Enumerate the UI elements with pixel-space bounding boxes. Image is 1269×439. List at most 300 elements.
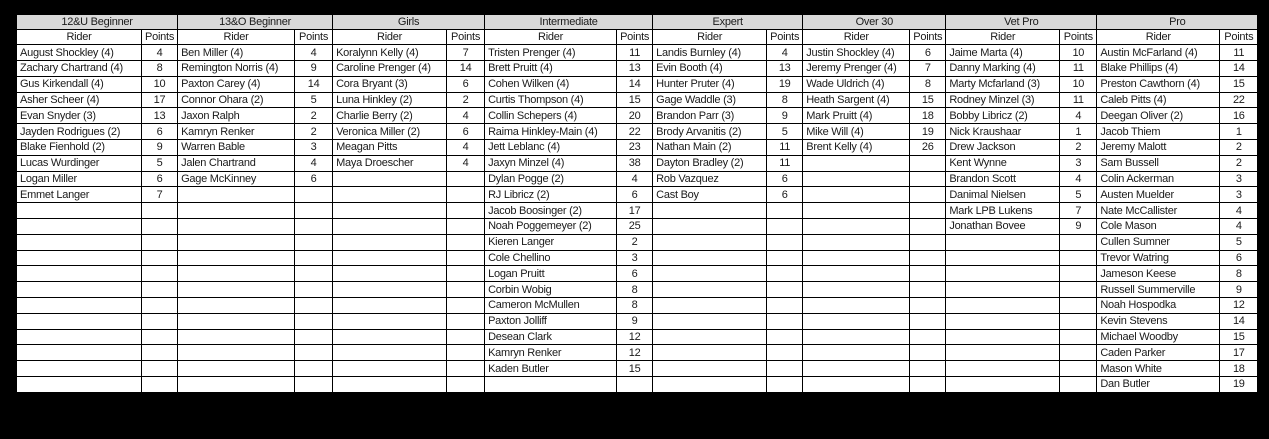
rider-cell[interactable]: Rob Vazquez: [653, 171, 767, 187]
empty-cell[interactable]: [910, 329, 946, 345]
empty-cell[interactable]: [142, 377, 178, 393]
rider-cell[interactable]: Cohen Wilken (4): [485, 76, 617, 92]
points-cell[interactable]: 5: [767, 124, 803, 140]
points-cell[interactable]: 9: [1220, 282, 1258, 298]
points-cell[interactable]: 25: [617, 219, 653, 235]
empty-cell[interactable]: [295, 282, 333, 298]
points-cell[interactable]: 6: [142, 124, 178, 140]
rider-cell[interactable]: Justin Shockley (4): [803, 45, 910, 61]
empty-cell[interactable]: [767, 377, 803, 393]
points-cell[interactable]: 8: [617, 298, 653, 314]
empty-cell[interactable]: [333, 298, 447, 314]
empty-cell[interactable]: [333, 377, 447, 393]
points-cell[interactable]: 23: [617, 140, 653, 156]
empty-cell[interactable]: [17, 313, 142, 329]
points-cell[interactable]: 2: [1220, 155, 1258, 171]
group-header[interactable]: 13&O Beginner: [178, 15, 333, 30]
empty-cell[interactable]: [333, 345, 447, 361]
empty-cell[interactable]: [910, 250, 946, 266]
points-cell[interactable]: 15: [1220, 329, 1258, 345]
empty-cell[interactable]: [910, 203, 946, 219]
empty-cell[interactable]: [447, 234, 485, 250]
rider-cell[interactable]: Paxton Carey (4): [178, 76, 295, 92]
empty-cell[interactable]: [653, 219, 767, 235]
empty-cell[interactable]: [1060, 282, 1097, 298]
empty-cell[interactable]: [17, 250, 142, 266]
rider-column-header[interactable]: Rider: [178, 29, 295, 45]
points-cell[interactable]: 8: [767, 92, 803, 108]
points-cell[interactable]: 19: [910, 124, 946, 140]
empty-cell[interactable]: [767, 298, 803, 314]
empty-cell[interactable]: [653, 345, 767, 361]
points-cell[interactable]: 6: [767, 187, 803, 203]
empty-cell[interactable]: [653, 329, 767, 345]
rider-cell[interactable]: Cameron McMullen: [485, 298, 617, 314]
points-cell[interactable]: 4: [447, 108, 485, 124]
empty-cell[interactable]: [767, 219, 803, 235]
points-cell[interactable]: 12: [617, 345, 653, 361]
empty-cell[interactable]: [803, 234, 910, 250]
points-cell[interactable]: 14: [617, 76, 653, 92]
points-column-header[interactable]: Points: [910, 29, 946, 45]
empty-cell[interactable]: [1060, 329, 1097, 345]
empty-cell[interactable]: [17, 219, 142, 235]
empty-cell[interactable]: [333, 329, 447, 345]
empty-cell[interactable]: [653, 282, 767, 298]
empty-cell[interactable]: [447, 361, 485, 377]
points-cell[interactable]: 4: [1220, 203, 1258, 219]
points-column-header[interactable]: Points: [767, 29, 803, 45]
empty-cell[interactable]: [178, 377, 295, 393]
empty-cell[interactable]: [178, 282, 295, 298]
rider-cell[interactable]: Luna Hinkley (2): [333, 92, 447, 108]
empty-cell[interactable]: [178, 234, 295, 250]
empty-cell[interactable]: [1060, 250, 1097, 266]
empty-cell[interactable]: [1060, 298, 1097, 314]
empty-cell[interactable]: [653, 266, 767, 282]
points-cell[interactable]: 5: [295, 92, 333, 108]
points-cell[interactable]: 4: [1060, 171, 1097, 187]
rider-cell[interactable]: Danny Marking (4): [946, 61, 1060, 77]
rider-cell[interactable]: Lucas Wurdinger: [17, 155, 142, 171]
points-cell[interactable]: 6: [142, 171, 178, 187]
empty-cell[interactable]: [178, 361, 295, 377]
points-cell[interactable]: 4: [617, 171, 653, 187]
rider-cell[interactable]: Curtis Thompson (4): [485, 92, 617, 108]
empty-cell[interactable]: [803, 155, 910, 171]
points-cell[interactable]: 6: [295, 171, 333, 187]
empty-cell[interactable]: [653, 234, 767, 250]
points-column-header[interactable]: Points: [142, 29, 178, 45]
rider-cell[interactable]: Brody Arvanitis (2): [653, 124, 767, 140]
empty-cell[interactable]: [142, 250, 178, 266]
empty-cell[interactable]: [1060, 361, 1097, 377]
points-cell[interactable]: 4: [142, 45, 178, 61]
rider-cell[interactable]: Cullen Sumner: [1097, 234, 1220, 250]
empty-cell[interactable]: [803, 377, 910, 393]
rider-cell[interactable]: Rodney Minzel (3): [946, 92, 1060, 108]
rider-column-header[interactable]: Rider: [1097, 29, 1220, 45]
rider-cell[interactable]: Wade Uldrich (4): [803, 76, 910, 92]
rider-cell[interactable]: Jalen Chartrand: [178, 155, 295, 171]
rider-cell[interactable]: Brandon Parr (3): [653, 108, 767, 124]
empty-cell[interactable]: [178, 266, 295, 282]
rider-cell[interactable]: Evin Booth (4): [653, 61, 767, 77]
points-column-header[interactable]: Points: [617, 29, 653, 45]
empty-cell[interactable]: [1060, 234, 1097, 250]
points-cell[interactable]: 4: [447, 140, 485, 156]
empty-cell[interactable]: [295, 219, 333, 235]
empty-cell[interactable]: [17, 361, 142, 377]
empty-cell[interactable]: [910, 361, 946, 377]
rider-cell[interactable]: Jaime Marta (4): [946, 45, 1060, 61]
empty-cell[interactable]: [946, 361, 1060, 377]
points-cell[interactable]: 1: [1060, 124, 1097, 140]
rider-cell[interactable]: Koralynn Kelly (4): [333, 45, 447, 61]
rider-cell[interactable]: Jett Leblanc (4): [485, 140, 617, 156]
empty-cell[interactable]: [295, 298, 333, 314]
points-column-header[interactable]: Points: [1220, 29, 1258, 45]
rider-cell[interactable]: Dan Butler: [1097, 377, 1220, 393]
empty-cell[interactable]: [447, 377, 485, 393]
points-cell[interactable]: 17: [1220, 345, 1258, 361]
empty-cell[interactable]: [142, 298, 178, 314]
empty-cell[interactable]: [142, 345, 178, 361]
empty-cell[interactable]: [803, 282, 910, 298]
empty-cell[interactable]: [803, 329, 910, 345]
points-cell[interactable]: 3: [1220, 171, 1258, 187]
empty-cell[interactable]: [653, 298, 767, 314]
empty-cell[interactable]: [142, 266, 178, 282]
empty-cell[interactable]: [17, 282, 142, 298]
empty-cell[interactable]: [946, 282, 1060, 298]
empty-cell[interactable]: [178, 187, 295, 203]
rider-column-header[interactable]: Rider: [803, 29, 910, 45]
empty-cell[interactable]: [803, 250, 910, 266]
rider-cell[interactable]: Meagan Pitts: [333, 140, 447, 156]
empty-cell[interactable]: [333, 187, 447, 203]
points-cell[interactable]: 38: [617, 155, 653, 171]
points-cell[interactable]: 8: [1220, 266, 1258, 282]
points-cell[interactable]: 4: [295, 155, 333, 171]
empty-cell[interactable]: [803, 171, 910, 187]
rider-cell[interactable]: Deegan Oliver (2): [1097, 108, 1220, 124]
points-cell[interactable]: 7: [447, 45, 485, 61]
empty-cell[interactable]: [803, 298, 910, 314]
empty-cell[interactable]: [178, 219, 295, 235]
empty-cell[interactable]: [333, 266, 447, 282]
empty-cell[interactable]: [803, 203, 910, 219]
points-cell[interactable]: 4: [767, 45, 803, 61]
rider-cell[interactable]: Mike Will (4): [803, 124, 910, 140]
rider-cell[interactable]: Paxton Jolliff: [485, 313, 617, 329]
points-cell[interactable]: 13: [142, 108, 178, 124]
points-cell[interactable]: 19: [1220, 377, 1258, 393]
points-cell[interactable]: 15: [1220, 76, 1258, 92]
group-header[interactable]: Over 30: [803, 15, 946, 30]
rider-cell[interactable]: Connor Ohara (2): [178, 92, 295, 108]
empty-cell[interactable]: [295, 313, 333, 329]
empty-cell[interactable]: [333, 171, 447, 187]
empty-cell[interactable]: [17, 329, 142, 345]
rider-cell[interactable]: Dylan Pogge (2): [485, 171, 617, 187]
rider-cell[interactable]: Gage Waddle (3): [653, 92, 767, 108]
points-cell[interactable]: 11: [1060, 61, 1097, 77]
group-header[interactable]: 12&U Beginner: [17, 15, 178, 30]
empty-cell[interactable]: [767, 329, 803, 345]
empty-cell[interactable]: [142, 234, 178, 250]
points-cell[interactable]: 6: [617, 187, 653, 203]
points-cell[interactable]: 9: [767, 108, 803, 124]
empty-cell[interactable]: [333, 282, 447, 298]
empty-cell[interactable]: [767, 361, 803, 377]
rider-cell[interactable]: Gage McKinney: [178, 171, 295, 187]
rider-cell[interactable]: Logan Pruitt: [485, 266, 617, 282]
empty-cell[interactable]: [447, 203, 485, 219]
points-cell[interactable]: 14: [1220, 61, 1258, 77]
empty-cell[interactable]: [142, 329, 178, 345]
rider-cell[interactable]: Mark LPB Lukens: [946, 203, 1060, 219]
points-cell[interactable]: 5: [1220, 234, 1258, 250]
points-cell[interactable]: 11: [767, 155, 803, 171]
points-cell[interactable]: 13: [767, 61, 803, 77]
empty-cell[interactable]: [946, 266, 1060, 282]
rider-cell[interactable]: Austen Muelder: [1097, 187, 1220, 203]
empty-cell[interactable]: [910, 266, 946, 282]
empty-cell[interactable]: [142, 282, 178, 298]
empty-cell[interactable]: [946, 345, 1060, 361]
rider-cell[interactable]: Logan Miller: [17, 171, 142, 187]
points-cell[interactable]: 6: [767, 171, 803, 187]
rider-column-header[interactable]: Rider: [17, 29, 142, 45]
points-cell[interactable]: 3: [295, 140, 333, 156]
empty-cell[interactable]: [946, 298, 1060, 314]
rider-cell[interactable]: Jeremy Malott: [1097, 140, 1220, 156]
points-column-header[interactable]: Points: [447, 29, 485, 45]
points-cell[interactable]: 9: [295, 61, 333, 77]
empty-cell[interactable]: [653, 313, 767, 329]
rider-cell[interactable]: Veronica Miller (2): [333, 124, 447, 140]
empty-cell[interactable]: [295, 187, 333, 203]
points-cell[interactable]: 9: [1060, 219, 1097, 235]
empty-cell[interactable]: [17, 203, 142, 219]
points-cell[interactable]: 16: [1220, 108, 1258, 124]
rider-column-header[interactable]: Rider: [485, 29, 617, 45]
rider-cell[interactable]: Raima Hinkley-Main (4): [485, 124, 617, 140]
rider-cell[interactable]: Sam Bussell: [1097, 155, 1220, 171]
points-cell[interactable]: 12: [1220, 298, 1258, 314]
empty-cell[interactable]: [1060, 266, 1097, 282]
empty-cell[interactable]: [17, 266, 142, 282]
rider-cell[interactable]: Remington Norris (4): [178, 61, 295, 77]
points-column-header[interactable]: Points: [1060, 29, 1097, 45]
empty-cell[interactable]: [178, 345, 295, 361]
empty-cell[interactable]: [803, 313, 910, 329]
points-cell[interactable]: 7: [910, 61, 946, 77]
points-cell[interactable]: 7: [142, 187, 178, 203]
empty-cell[interactable]: [295, 345, 333, 361]
rider-cell[interactable]: Nick Kraushaar: [946, 124, 1060, 140]
points-cell[interactable]: 11: [1220, 45, 1258, 61]
rider-cell[interactable]: Caden Parker: [1097, 345, 1220, 361]
rider-cell[interactable]: Asher Scheer (4): [17, 92, 142, 108]
empty-cell[interactable]: [295, 329, 333, 345]
empty-cell[interactable]: [910, 377, 946, 393]
points-cell[interactable]: 14: [295, 76, 333, 92]
rider-cell[interactable]: Dayton Bradley (2): [653, 155, 767, 171]
empty-cell[interactable]: [178, 313, 295, 329]
empty-cell[interactable]: [946, 234, 1060, 250]
empty-cell[interactable]: [910, 282, 946, 298]
rider-cell[interactable]: Emmet Langer: [17, 187, 142, 203]
empty-cell[interactable]: [295, 203, 333, 219]
rider-column-header[interactable]: Rider: [653, 29, 767, 45]
empty-cell[interactable]: [295, 250, 333, 266]
points-cell[interactable]: 19: [767, 76, 803, 92]
rider-cell[interactable]: Danimal Nielsen: [946, 187, 1060, 203]
rider-cell[interactable]: Noah Poggemeyer (2): [485, 219, 617, 235]
points-cell[interactable]: 4: [1060, 108, 1097, 124]
rider-cell[interactable]: Jacob Thiem: [1097, 124, 1220, 140]
group-header[interactable]: Girls: [333, 15, 485, 30]
points-cell[interactable]: 6: [617, 266, 653, 282]
empty-cell[interactable]: [447, 313, 485, 329]
rider-cell[interactable]: Blake Fienhold (2): [17, 140, 142, 156]
points-cell[interactable]: 8: [910, 76, 946, 92]
points-cell[interactable]: 4: [1220, 219, 1258, 235]
empty-cell[interactable]: [803, 219, 910, 235]
rider-cell[interactable]: Corbin Wobig: [485, 282, 617, 298]
points-cell[interactable]: 11: [617, 45, 653, 61]
rider-cell[interactable]: Brandon Scott: [946, 171, 1060, 187]
rider-cell[interactable]: Tristen Prenger (4): [485, 45, 617, 61]
rider-cell[interactable]: Colin Ackerman: [1097, 171, 1220, 187]
points-cell[interactable]: 15: [617, 361, 653, 377]
empty-cell[interactable]: [142, 203, 178, 219]
points-cell[interactable]: 22: [617, 124, 653, 140]
empty-cell[interactable]: [946, 329, 1060, 345]
points-cell[interactable]: 1: [1220, 124, 1258, 140]
rider-column-header[interactable]: Rider: [333, 29, 447, 45]
points-cell[interactable]: 6: [910, 45, 946, 61]
points-cell[interactable]: 18: [910, 108, 946, 124]
points-cell[interactable]: 4: [447, 155, 485, 171]
rider-cell[interactable]: Cole Chellino: [485, 250, 617, 266]
rider-cell[interactable]: Nate McCallister: [1097, 203, 1220, 219]
rider-cell[interactable]: Ben Miller (4): [178, 45, 295, 61]
empty-cell[interactable]: [803, 361, 910, 377]
empty-cell[interactable]: [142, 361, 178, 377]
points-cell[interactable]: 6: [447, 76, 485, 92]
points-cell[interactable]: 4: [295, 45, 333, 61]
empty-cell[interactable]: [767, 282, 803, 298]
rider-cell[interactable]: Kent Wynne: [946, 155, 1060, 171]
empty-cell[interactable]: [142, 313, 178, 329]
rider-cell[interactable]: Russell Summerville: [1097, 282, 1220, 298]
empty-cell[interactable]: [17, 377, 142, 393]
points-cell[interactable]: 2: [1060, 140, 1097, 156]
points-cell[interactable]: 26: [910, 140, 946, 156]
points-cell[interactable]: 18: [1220, 361, 1258, 377]
rider-cell[interactable]: Kieren Langer: [485, 234, 617, 250]
rider-cell[interactable]: Trevor Watring: [1097, 250, 1220, 266]
empty-cell[interactable]: [178, 329, 295, 345]
empty-cell[interactable]: [333, 219, 447, 235]
rider-cell[interactable]: Kamryn Renker: [485, 345, 617, 361]
empty-cell[interactable]: [910, 219, 946, 235]
points-cell[interactable]: 14: [447, 61, 485, 77]
rider-cell[interactable]: Brent Kelly (4): [803, 140, 910, 156]
points-cell[interactable]: 6: [447, 124, 485, 140]
empty-cell[interactable]: [767, 203, 803, 219]
points-cell[interactable]: 9: [617, 313, 653, 329]
empty-cell[interactable]: [653, 203, 767, 219]
empty-cell[interactable]: [910, 298, 946, 314]
points-cell[interactable]: 3: [1060, 155, 1097, 171]
rider-cell[interactable]: Austin McFarland (4): [1097, 45, 1220, 61]
rider-cell[interactable]: Cole Mason: [1097, 219, 1220, 235]
empty-cell[interactable]: [946, 313, 1060, 329]
points-cell[interactable]: 20: [617, 108, 653, 124]
group-header[interactable]: Vet Pro: [946, 15, 1097, 30]
rider-cell[interactable]: Michael Woodby: [1097, 329, 1220, 345]
points-cell[interactable]: 15: [910, 92, 946, 108]
points-cell[interactable]: 13: [617, 61, 653, 77]
rider-cell[interactable]: Desean Clark: [485, 329, 617, 345]
points-cell[interactable]: 3: [617, 250, 653, 266]
rider-cell[interactable]: Landis Burnley (4): [653, 45, 767, 61]
empty-cell[interactable]: [295, 266, 333, 282]
empty-cell[interactable]: [910, 171, 946, 187]
rider-cell[interactable]: Jaxon Ralph: [178, 108, 295, 124]
empty-cell[interactable]: [767, 266, 803, 282]
points-cell[interactable]: 22: [1220, 92, 1258, 108]
empty-cell[interactable]: [1060, 377, 1097, 393]
empty-cell[interactable]: [767, 234, 803, 250]
rider-cell[interactable]: Bobby Libricz (2): [946, 108, 1060, 124]
rider-cell[interactable]: Noah Hospodka: [1097, 298, 1220, 314]
points-column-header[interactable]: Points: [295, 29, 333, 45]
rider-cell[interactable]: Jeremy Prenger (4): [803, 61, 910, 77]
empty-cell[interactable]: [803, 345, 910, 361]
empty-cell[interactable]: [653, 250, 767, 266]
points-cell[interactable]: 5: [1060, 187, 1097, 203]
empty-cell[interactable]: [653, 377, 767, 393]
empty-cell[interactable]: [946, 250, 1060, 266]
points-cell[interactable]: 17: [142, 92, 178, 108]
empty-cell[interactable]: [910, 187, 946, 203]
rider-cell[interactable]: Hunter Pruter (4): [653, 76, 767, 92]
rider-cell[interactable]: Jonathan Bovee: [946, 219, 1060, 235]
rider-cell[interactable]: Charlie Berry (2): [333, 108, 447, 124]
points-cell[interactable]: 8: [142, 61, 178, 77]
points-cell[interactable]: 11: [767, 140, 803, 156]
empty-cell[interactable]: [447, 219, 485, 235]
points-cell[interactable]: 2: [447, 92, 485, 108]
empty-cell[interactable]: [767, 313, 803, 329]
rider-cell[interactable]: Zachary Chartrand (4): [17, 61, 142, 77]
rider-cell[interactable]: Gus Kirkendall (4): [17, 76, 142, 92]
rider-cell[interactable]: Jaxyn Minzel (4): [485, 155, 617, 171]
rider-cell[interactable]: Mason White: [1097, 361, 1220, 377]
rider-cell[interactable]: Evan Snyder (3): [17, 108, 142, 124]
points-cell[interactable]: 2: [617, 234, 653, 250]
empty-cell[interactable]: [653, 361, 767, 377]
empty-cell[interactable]: [17, 345, 142, 361]
rider-cell[interactable]: August Shockley (4): [17, 45, 142, 61]
empty-cell[interactable]: [17, 234, 142, 250]
empty-cell[interactable]: [447, 171, 485, 187]
